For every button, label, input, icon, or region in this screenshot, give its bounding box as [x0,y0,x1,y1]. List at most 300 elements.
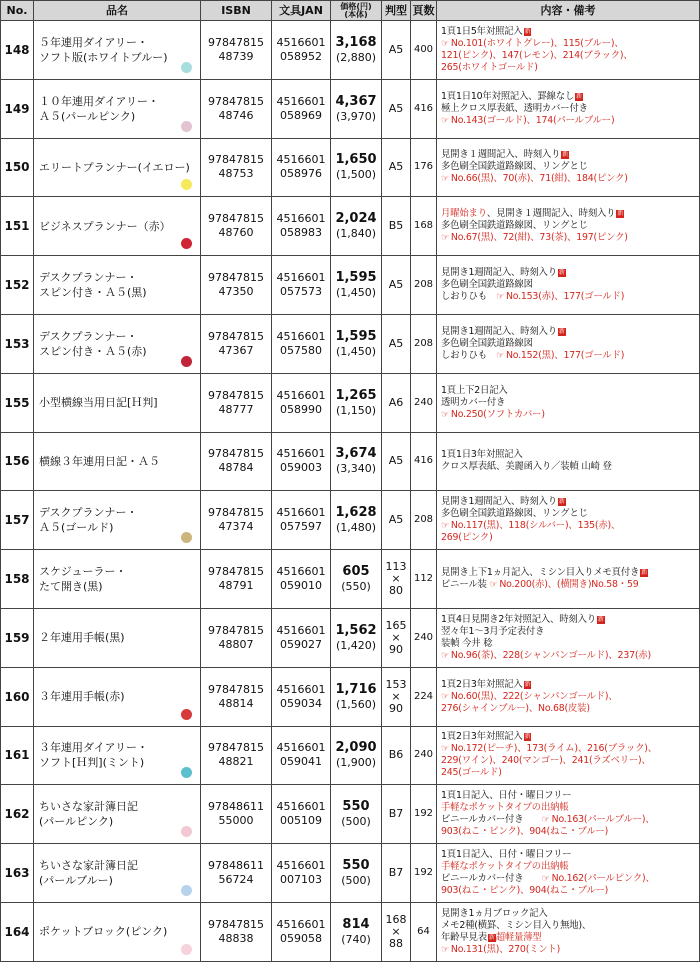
related-items-text: 229(ワイン)、240(マンゴー)、241(ラズベリー)、 [441,755,651,767]
notes-line [441,826,699,838]
notes-text: 見開き１週間記入、時刻入り [441,149,561,161]
isbn: 97847815 48753 [201,138,272,197]
price-cell [331,491,382,550]
item-name: スケジューラー・ たて開き(黒) [39,565,127,594]
price-cell [331,550,382,609]
notes-text: 見開き上下1ヵ月記入、ミシン目入りメモ頁付き [441,567,640,579]
item-number: 148 [1,21,34,80]
notes-cell [437,138,700,197]
price-cell [331,79,382,138]
price-with-tax: 3,168 [335,34,377,50]
notes-text: 1頁4日見開き2年対照記入、時刻入り [441,613,596,625]
notes-cell [437,314,700,373]
price-with-tax: 605 [342,564,370,580]
notes-text: 極上クロス厚表紙、透明カバー付き [441,102,588,114]
pointing-hand-icon: ☞ [441,233,449,244]
notes-line [441,567,699,579]
price-with-tax: 1,595 [335,270,377,286]
isbn: 97847815 48838 [201,902,272,961]
isbn: 97848611 55000 [201,785,272,844]
price-base: (1,450) [335,286,377,300]
price-base: (1,560) [335,697,377,711]
price-with-tax: 1,265 [335,387,377,403]
color-swatch [181,944,192,955]
notes-line [441,873,699,885]
notes-text: 1頁1日5年対照記入 [441,25,523,37]
item-name-cell [34,373,201,432]
notes-line [441,520,699,532]
related-items-text: 手軽なポケットタイプの出納帳 [441,802,569,814]
notes-line [441,650,699,662]
stationery-jan: 4516601 058983 [272,197,331,256]
notes-line [441,679,699,691]
notes-line [441,149,699,161]
page-count: 416 [411,79,437,138]
related-items-text: 超軽量薄型 [495,931,542,943]
notes-line [441,703,699,715]
item-name-cell [34,21,201,80]
price-cell [331,608,382,667]
notes-cell [437,256,700,315]
table-row [1,256,700,315]
related-items-text: 903(ねこ・ピンク)、904(ねこ・ブルー) [441,885,609,897]
item-number: 149 [1,79,34,138]
color-swatch [181,767,192,778]
related-items-text: 903(ねこ・ピンク)、904(ねこ・ブルー) [441,826,609,838]
notes-line [441,944,699,956]
notes-text: 1頁1日3年対照記入 [441,449,523,461]
isbn: 97847815 48807 [201,608,272,667]
item-name: デスクプランナー・ スピン付き・Ａ５(赤) [39,329,147,358]
notes-text: しおりひも [441,349,497,361]
notes-line [441,279,699,291]
color-swatch [181,532,192,543]
item-name-cell [34,197,201,256]
format-size: 165 × 90 [382,608,411,667]
related-items-text: 245(ゴールド) [441,767,502,779]
page-count: 192 [411,844,437,903]
format-size: A5 [382,256,411,315]
related-items-text: No.152(黒)、177(ゴールド) [505,349,625,361]
format-size: 168 × 88 [382,902,411,961]
price-with-tax: 1,716 [335,681,377,697]
price-base: (1,900) [335,756,377,770]
related-items-text: No.250(ソフトカバー) [450,408,545,420]
table-row [1,491,700,550]
page-count: 168 [411,197,437,256]
table-row [1,785,700,844]
item-number: 150 [1,138,34,197]
pointing-hand-icon: ☞ [441,409,449,420]
notes-line [441,161,699,173]
price-cell [331,667,382,726]
header-name: 品名 [34,1,201,21]
pointing-hand-icon: ☞ [441,115,449,126]
price-cell [331,844,382,903]
notes-text: ビニール装 [441,579,490,591]
item-name: ビジネスプランナー（赤） [39,219,171,233]
price-with-tax: 3,674 [335,446,377,462]
price-with-tax: 2,024 [335,211,377,227]
item-number: 156 [1,432,34,491]
color-swatch [181,121,192,132]
new-badge: 新 [524,733,531,741]
pointing-hand-icon: ☞ [441,38,449,49]
isbn: 97847815 48739 [201,21,272,80]
price-with-tax: 1,562 [335,622,377,638]
format-size: B5 [382,197,411,256]
color-swatch [181,826,192,837]
notes-text: 1頁1日10年対照記入、罫線なし [441,90,575,102]
item-name: 横線３年連用日記・Ａ５ [39,454,160,468]
item-number: 151 [1,197,34,256]
item-name: デスクプランナー・ スピン付き・Ａ５(黒) [39,271,147,300]
header-pages: 頁数 [411,1,437,21]
header-no: No. [1,1,34,21]
format-size: A5 [382,432,411,491]
notes-text: メモ2種(横罫、ミシン目入り無地)、 [441,919,592,931]
item-name-cell [34,432,201,491]
notes-line [441,220,699,232]
price-cell [331,726,382,785]
related-items-text: 276(シャインブルー)、No.68(皮装) [441,702,590,714]
stationery-jan: 4516601 007103 [272,844,331,903]
color-swatch [181,238,192,249]
notes-line [441,91,699,103]
isbn: 97848611 56724 [201,844,272,903]
price-base: (1,450) [335,344,377,358]
notes-line [441,814,699,826]
isbn: 97847815 48814 [201,667,272,726]
header-size: 判型 [382,1,411,21]
header-notes: 内容・備考 [437,1,700,21]
new-badge: 新 [558,327,565,335]
stationery-jan: 4516601 058976 [272,138,331,197]
page-count: 192 [411,785,437,844]
notes-cell [437,373,700,432]
notes-text: しおりひも [441,291,497,303]
isbn: 97847815 47350 [201,256,272,315]
table-row [1,21,700,80]
isbn: 97847815 48777 [201,373,272,432]
price-cell [331,373,382,432]
pointing-hand-icon: ☞ [441,174,449,185]
notes-line [441,208,699,220]
price-base: (1,480) [335,521,377,535]
page-count: 208 [411,491,437,550]
price-cell [331,256,382,315]
notes-line [441,691,699,703]
table-row [1,197,700,256]
price-base: (1,500) [335,168,377,182]
item-name-cell [34,844,201,903]
notes-line [441,496,699,508]
isbn: 97847815 47374 [201,491,272,550]
price-base: (3,970) [335,109,377,123]
item-name: エリートプランナー(イエロー) [39,160,190,174]
notes-text: 1頁上下2日記入 [441,384,508,396]
table-row [1,608,700,667]
notes-text: 多色刷全国鉄道路線図 [441,279,533,291]
isbn: 97847815 48784 [201,432,272,491]
price-cell [331,432,382,491]
item-number: 157 [1,491,34,550]
format-size: A6 [382,373,411,432]
price-base: (740) [341,932,371,946]
related-items-text: 269(ピンク) [441,532,493,544]
price-base: (1,420) [335,638,377,652]
item-name-cell [34,608,201,667]
pointing-hand-icon: ☞ [441,650,449,661]
table-body [1,21,700,962]
notes-line [441,743,699,755]
item-name-cell [34,314,201,373]
price-base: (1,150) [335,403,377,417]
page-count: 208 [411,256,437,315]
table-row [1,667,700,726]
notes-line [441,614,699,626]
item-number: 158 [1,550,34,609]
price-with-tax: 814 [342,916,370,932]
notes-cell [437,902,700,961]
header-price-label: 価格(円) (本体) [340,1,372,19]
item-name-cell [34,667,201,726]
item-name: デスクプランナー・ Ａ５(ゴールド) [39,506,138,535]
page-count: 416 [411,432,437,491]
notes-text: 1頁1日記入、日付・曜日フリー [441,849,572,861]
notes-line [441,849,699,861]
page-count: 224 [411,667,437,726]
table-row [1,902,700,961]
notes-line [441,579,699,591]
pointing-hand-icon: ☞ [541,874,550,885]
pointing-hand-icon: ☞ [489,580,498,591]
related-items-text: No.200(赤)、(横開き)No.58・59 [499,579,639,591]
notes-text: 多色刷全国鉄道路線図、リングとじ [441,161,588,173]
item-number: 159 [1,608,34,667]
notes-line [441,50,699,62]
notes-cell [437,726,700,785]
item-name: ちいさな家計簿日記 (パールピンク) [39,800,138,829]
notes-line [441,731,699,743]
price-base: (1,840) [335,227,377,241]
notes-text: 1頁2日3年対照記入 [441,678,523,690]
notes-text: 多色刷全国鉄道路線図 [441,337,533,349]
format-size: A5 [382,21,411,80]
price-cell [331,785,382,844]
page-count: 176 [411,138,437,197]
item-number: 161 [1,726,34,785]
pointing-hand-icon: ☞ [441,744,449,755]
notes-line [441,338,699,350]
header-price [331,1,382,21]
notes-line [441,409,699,421]
table-row [1,314,700,373]
item-name: 小型横線当用日記[Ｈ判] [39,396,158,410]
notes-text: 多色刷全国鉄道路線図、リングとじ [441,220,588,232]
notes-line [441,103,699,115]
pointing-hand-icon: ☞ [441,691,449,702]
table-row [1,432,700,491]
related-items-text: 手軽なポケットタイプの出納帳 [441,861,569,873]
page-count: 240 [411,608,437,667]
notes-line [441,461,699,473]
item-number: 163 [1,844,34,903]
price-with-tax: 550 [342,799,370,815]
notes-text: 見開き1週間記入、時刻入り [441,267,557,279]
table-row [1,79,700,138]
price-cell [331,902,382,961]
item-number: 155 [1,373,34,432]
price-with-tax: 4,367 [335,93,377,109]
notes-cell [437,844,700,903]
new-badge: 新 [641,569,648,577]
stationery-jan: 4516601 058990 [272,373,331,432]
notes-text: 見開き1週間記入、時刻入り [441,496,557,508]
item-number: 152 [1,256,34,315]
item-name: ２年連用手帳(黒) [39,631,125,645]
notes-cell [437,197,700,256]
notes-line [441,232,699,244]
notes-text: 見開き1ヵ月ブロック記入 [441,907,548,919]
item-name: ポケットブロック(ピンク) [39,925,168,939]
stationery-jan: 4516601 058969 [272,79,331,138]
item-name-cell [34,138,201,197]
notes-line [441,920,699,932]
stationery-jan: 4516601 059041 [272,726,331,785]
notes-line [441,626,699,638]
page-count: 240 [411,726,437,785]
color-swatch [181,179,192,190]
notes-line [441,861,699,873]
notes-text: 年齢早見表 [441,931,487,943]
related-items-text: No.153(赤)、177(ゴールド) [505,291,625,303]
table-row [1,844,700,903]
notes-line [441,291,699,303]
notes-line [441,350,699,362]
notes-line [441,508,699,520]
price-base: (500) [341,815,371,829]
item-name-cell [34,902,201,961]
color-swatch [181,709,192,720]
format-size: B7 [382,844,411,903]
new-badge: 新 [576,92,582,100]
related-items-text: No.60(黒)、222(シャンパンゴールド)、 [450,690,618,702]
price-cell [331,21,382,80]
color-swatch [181,885,192,896]
new-badge: 新 [562,151,569,159]
header-row [1,1,700,21]
color-swatch [181,62,192,73]
related-items-text: 121(ピンク)、147(レモン)、214(ブラック)、 [441,49,633,61]
notes-line [441,115,699,127]
price-base: (2,880) [335,50,377,64]
notes-text: クロス厚表紙、美麗函入り／装幀 山崎 登 [441,461,612,473]
price-base: (3,340) [335,462,377,476]
item-name: ３年連用ダイアリー・ ソフト[Ｈ判](ミント) [39,741,149,770]
notes-text: 翌々年1〜3月予定表付き [441,625,545,637]
price-with-tax: 2,090 [335,740,377,756]
item-number: 153 [1,314,34,373]
format-size: A5 [382,79,411,138]
notes-line [441,532,699,544]
stationery-jan: 4516601 058952 [272,21,331,80]
notes-line [441,638,699,650]
notes-line [441,755,699,767]
item-number: 162 [1,785,34,844]
price-with-tax: 1,650 [335,152,377,168]
notes-text: 多色刷全国鉄道路線図、リングとじ [441,508,588,520]
related-items-text: No.67(黒)、72(紺)、73(茶)、197(ピンク) [450,232,628,244]
item-name: ５年連用ダイアリー・ ソフト版(ホワイトブルー) [39,35,168,64]
price-with-tax: 550 [342,858,370,874]
stationery-jan: 4516601 057597 [272,491,331,550]
new-badge: 新 [597,615,604,623]
price-cell [331,314,382,373]
price-with-tax: 1,628 [335,505,377,521]
stationery-jan: 4516601 059027 [272,608,331,667]
isbn: 97847815 48746 [201,79,272,138]
notes-line [441,767,699,779]
isbn: 97847815 48791 [201,550,272,609]
stationery-jan: 4516601 059010 [272,550,331,609]
stationery-jan: 4516601 059034 [272,667,331,726]
notes-line [441,790,699,802]
table-row [1,138,700,197]
notes-line [441,26,699,38]
format-size: 113 × 80 [382,550,411,609]
notes-line [441,397,699,409]
notes-text: 装幀 今井 稔 [441,637,493,649]
item-name-cell [34,256,201,315]
price-cell [331,197,382,256]
format-size: B6 [382,726,411,785]
notes-text: 1頁2日3年対照記入 [441,731,523,743]
notes-cell [437,79,700,138]
related-items-text: 月曜始まり [441,208,487,220]
notes-text: ビニールカバー付き [441,873,542,885]
price-base: (550) [341,580,371,594]
pointing-hand-icon: ☞ [541,815,550,826]
stationery-jan: 4516601 057580 [272,314,331,373]
item-name: ３年連用手帳(赤) [39,690,125,704]
related-items-text: No.162(パールピンク)、 [551,873,655,885]
related-items-text: No.131(黒)、270(ミント) [450,943,561,955]
format-size: A5 [382,138,411,197]
related-items-text: 265(ホワイトゴールド) [441,61,538,73]
page-count: 400 [411,21,437,80]
page-count: 208 [411,314,437,373]
format-size: 153 × 90 [382,667,411,726]
related-items-text: No.163(パールブルー)、 [551,814,655,826]
item-number: 160 [1,667,34,726]
notes-line [441,267,699,279]
notes-line [441,326,699,338]
item-name-cell [34,550,201,609]
item-name-cell [34,79,201,138]
notes-cell [437,491,700,550]
new-badge: 新 [558,498,565,506]
notes-cell [437,667,700,726]
notes-cell [437,785,700,844]
notes-line [441,885,699,897]
notes-cell [437,21,700,80]
notes-cell [437,432,700,491]
related-items-text: No.143(ゴールド)、174(パールブルー) [450,114,615,126]
header-isbn: ISBN [201,1,272,21]
format-size: A5 [382,314,411,373]
notes-line [441,62,699,74]
